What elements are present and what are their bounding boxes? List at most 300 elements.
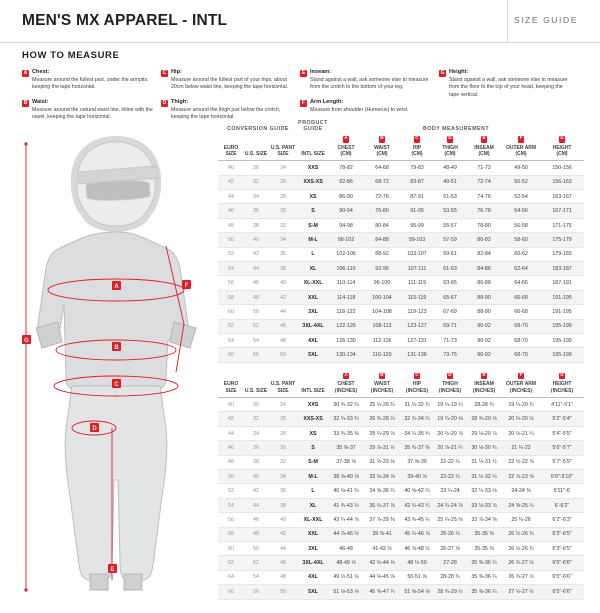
table-cell: 87-91 — [400, 190, 434, 204]
table-cell: 95-99 — [400, 218, 434, 232]
svg-text:C: C — [114, 381, 119, 388]
table-cell: 30 — [268, 204, 298, 218]
table-cell: 88-92 — [364, 247, 400, 261]
table-cell: 30 ⅛-30 ¾ — [466, 441, 502, 455]
table-cell: 59-61 — [434, 247, 466, 261]
table-cell: 45 ¼-46 ⅞ — [400, 527, 434, 541]
measure-label-chest: Chest: — [32, 69, 50, 75]
table-cell: 46 — [268, 556, 298, 570]
size-chart-table — [218, 120, 584, 600]
table-cell: 49-50 — [502, 161, 540, 175]
table-cell: 25 ¼-25 ⅝ — [434, 513, 466, 527]
table-cell: 33 ¾-35 ⅜ — [328, 426, 364, 440]
table-cell: 92-96 — [364, 262, 400, 276]
table-cell: 52 — [218, 247, 244, 261]
measure-label-arm-length: Arm Length: — [310, 98, 344, 105]
table-cell: 48-49 — [434, 161, 466, 175]
table-cell: 32 ¾-34 ¼ — [400, 412, 434, 426]
table-cell: 78-80 — [466, 218, 502, 232]
table-cell: M-L — [298, 233, 328, 247]
table-cell: 44 ⅞-46 ½ — [328, 527, 364, 541]
table-cell: 116-120 — [364, 348, 400, 362]
measure-item-hip — [161, 69, 292, 92]
table-cell: 69-71 — [434, 319, 466, 333]
table-cell: 26 ¾-27 ½ — [502, 556, 540, 570]
table-row — [218, 527, 584, 541]
measure-item-height — [439, 69, 570, 99]
group-conversion: CONVERSION GUIDE — [227, 126, 289, 132]
table-cell: 90-92 — [466, 319, 502, 333]
measure-label-waist: Waist: — [32, 98, 49, 105]
table-cell: 103-107 — [400, 247, 434, 261]
table-cell: 22-23 ¼ — [434, 470, 466, 484]
table-cell: 68-70 — [502, 319, 540, 333]
table-cell: 54 — [218, 262, 244, 276]
table-row — [218, 190, 584, 204]
badge-g-icon: G — [560, 372, 564, 378]
table-cell: XL — [298, 262, 328, 276]
table-cell: 88-90 — [466, 305, 502, 319]
table-cell: 35-35 ⅜ — [466, 542, 502, 556]
table-cell: 82-86 — [328, 175, 364, 189]
table-cell: 41-42 ½ — [364, 542, 400, 556]
table-cell: 52-54 — [502, 190, 540, 204]
badge-f: F — [301, 99, 306, 106]
table-cell: 195-199 — [540, 348, 584, 362]
table-cell: 33 ⅛-33 ⅞ — [466, 498, 502, 512]
table-cell: 102-106 — [328, 247, 364, 261]
how-to-measure-section — [22, 50, 578, 128]
table-cell: 50 — [268, 348, 298, 362]
table-row — [218, 175, 584, 189]
table-row — [218, 513, 584, 527]
table-cell: 44 — [268, 305, 298, 319]
measure-label-hip: Hip: — [171, 69, 182, 75]
table-cell: 27-28 — [434, 556, 466, 570]
group-product: PRODUCT GUIDE — [298, 120, 328, 132]
table-cell: M-L — [298, 470, 328, 484]
measure-item-arm-length — [300, 99, 431, 114]
table-cell: 42 — [218, 175, 244, 189]
table-cell: 20 ⅞-21 ¼ — [434, 441, 466, 455]
table-cell: 31 ¼-32 ¾ — [400, 398, 434, 412]
table-cell: 179-183 — [540, 247, 584, 261]
table-cell: 40 ⅛-41 ¾ — [328, 484, 364, 498]
table-cell: 25 ¼-26 — [502, 513, 540, 527]
table-cell: 62-64 — [502, 262, 540, 276]
table-cell: 23 ¼-24 — [434, 484, 466, 498]
table-cell: 73-75 — [434, 348, 466, 362]
table-row — [218, 218, 584, 232]
table-cell: 99-103 — [400, 233, 434, 247]
table-row — [218, 398, 584, 412]
table-row — [218, 305, 584, 319]
table-cell: 6'3"-6'5" — [540, 542, 584, 556]
table-cell: 34 — [244, 426, 268, 440]
table-cell: 54 — [218, 498, 244, 512]
table-cell: 29 ⅛-29 ⅞ — [466, 426, 502, 440]
table-cell: 56 — [244, 585, 268, 599]
table-cell: 112-116 — [364, 334, 400, 348]
table-cell: 191-195 — [540, 290, 584, 304]
table-cell: 44 — [218, 426, 244, 440]
size-table — [218, 120, 584, 600]
table-cell: 5'7"-5'9" — [540, 455, 584, 469]
measure-text-inseam: Stand against a wall, ask someone else to measure from the crotch to the bottom of your leg. — [310, 77, 429, 91]
col-inseam-cm: E INSEAM (CM) — [474, 136, 494, 157]
table-spacer — [218, 362, 584, 372]
table-cell: 56 — [244, 348, 268, 362]
table-cell: 40 — [268, 513, 298, 527]
measure-label-thigh: Thigh: — [171, 98, 189, 105]
table-cell: 42 — [244, 247, 268, 261]
table-cell: 66-68 — [502, 305, 540, 319]
table-cell: 40 — [244, 233, 268, 247]
table-cell: 72-74 — [466, 175, 502, 189]
table-cell: 32 — [268, 218, 298, 232]
table-cell: 48 — [244, 527, 268, 541]
col-outer-arm-in: F OUTER ARM (INCHES) — [505, 372, 537, 394]
table-cell: 156-163 — [540, 175, 584, 189]
table-cell: 44 — [244, 498, 268, 512]
table-cell: 61-63 — [434, 262, 466, 276]
table-cell: 34 ⅝-36 ¼ — [364, 484, 400, 498]
table-cell: 55-57 — [434, 218, 466, 232]
table-row — [218, 570, 584, 584]
measure-text-waist: Measure around the natural waist line, inline with the navel, keeping the tape horizontal. — [32, 106, 153, 121]
table-cell: 111-115 — [400, 276, 434, 290]
table-cell: 43 ¼-44 ⅞ — [328, 513, 364, 527]
table-cell: XXS-XS — [298, 412, 328, 426]
table-cell: 42 — [218, 412, 244, 426]
table-cell: 48-49 ½ — [328, 556, 364, 570]
table-cell: 43 ¾-45 ¼ — [400, 513, 434, 527]
col-thigh-in: D THIGH (INCHES) — [438, 372, 462, 394]
table-cell: 26 — [268, 175, 298, 189]
col-outer-arm-cm: F OUTER ARM (CM) — [505, 136, 537, 157]
col-hip-in: C HIP (INCHES) — [405, 372, 429, 394]
table-cell: 90-92 — [466, 348, 502, 362]
table-cell: 3XL — [298, 542, 328, 556]
svg-text:E: E — [110, 566, 115, 573]
table-cell: XXS-XS — [298, 175, 328, 189]
table-row — [218, 498, 584, 512]
badge-d-icon: D — [448, 136, 452, 141]
table-cell: 64 — [218, 570, 244, 584]
group-header-row — [218, 120, 584, 135]
col-intl-size-cm: INTL SIZE — [301, 150, 325, 157]
table-cell: XS — [298, 190, 328, 204]
table-cell: 90-92 — [466, 334, 502, 348]
table-cell: 32 — [244, 175, 268, 189]
table-cell: 34 — [268, 233, 298, 247]
table-cell: 28 — [268, 190, 298, 204]
badge-f-icon: F — [519, 372, 523, 378]
table-row — [218, 556, 584, 570]
badge-d: D — [162, 99, 167, 106]
table-cell: 86-90 — [328, 190, 364, 204]
table-cell: 78-82 — [328, 161, 364, 175]
table-cell: 46 — [268, 319, 298, 333]
table-cell: 33 ⅛-34 ⅝ — [364, 470, 400, 484]
table-body-cm — [218, 161, 584, 362]
table-cell: 32 ¼-33 ¾ — [328, 412, 364, 426]
table-cell: 60 — [218, 542, 244, 556]
table-row — [218, 334, 584, 348]
badge-a: A — [23, 70, 28, 76]
table-cell: 79-83 — [400, 161, 434, 175]
table-head-in — [218, 362, 584, 398]
table-cell: 50 — [218, 470, 244, 484]
table-cell: 36 — [244, 204, 268, 218]
table-cell: 5'4"-5'5" — [540, 426, 584, 440]
table-cell: 195-199 — [540, 319, 584, 333]
table-cell: 56-58 — [502, 218, 540, 232]
table-cell: 54-56 — [502, 204, 540, 218]
table-cell: 76-78 — [466, 204, 502, 218]
table-cell: XL-XXL — [298, 276, 328, 290]
table-cell: 35-35 ⅜ — [466, 527, 502, 541]
table-cell: 71-73 — [434, 334, 466, 348]
table-cell: 42 — [268, 290, 298, 304]
table-cell: 54 — [244, 334, 268, 348]
table-cell: 5XL — [298, 585, 328, 599]
table-cell: 26 ½-26 ¾ — [502, 542, 540, 556]
table-cell: 130-134 — [328, 348, 364, 362]
table-cell: 3XL-4XL — [298, 319, 328, 333]
table-cell: 29 ⅞-31 ½ — [364, 441, 400, 455]
col-intl-size-in: INTL SIZE — [301, 387, 325, 394]
table-row — [218, 426, 584, 440]
table-cell: 34 — [244, 190, 268, 204]
table-cell: XXS — [298, 398, 328, 412]
table-cell: 28 ¾-29 ½ — [434, 585, 466, 599]
table-cell: 86-88 — [466, 276, 502, 290]
table-cell: 48 — [244, 290, 268, 304]
how-to-measure-heading: HOW TO MEASURE — [22, 50, 120, 61]
table-cell: 50 — [268, 585, 298, 599]
table-cell: 22 ½-22 ⅞ — [502, 455, 540, 469]
table-cell: 72-76 — [364, 190, 400, 204]
table-cell: 80-84 — [364, 218, 400, 232]
col-waist-in: B WAIST (INCHES) — [370, 372, 394, 394]
table-cell: XXL — [298, 527, 328, 541]
table-cell: 66 — [218, 585, 244, 599]
table-cell: 38 — [244, 218, 268, 232]
page-title: MEN'S MX APPAREL - INTL — [22, 12, 228, 29]
page-header — [0, 0, 600, 43]
table-cell: 50-52 — [502, 175, 540, 189]
table-cell: 24-24 ⅜ — [502, 484, 540, 498]
table-cell: 22-22 ¼ — [434, 455, 466, 469]
table-cell: 6'5"-6'6" — [540, 585, 584, 599]
table-cell: 19 ¼-20 ¾ — [502, 398, 540, 412]
table-cell: 63-65 — [434, 276, 466, 290]
table-cell: 51 ⅝-54 ⅛ — [400, 585, 434, 599]
table-cell: 38 — [268, 262, 298, 276]
table-cell: 5'11"-6' — [540, 484, 584, 498]
table-cell: 84-86 — [466, 262, 502, 276]
table-cell: 42 ¼-43 ¾ — [400, 498, 434, 512]
table-cell: 46 — [244, 276, 268, 290]
table-cell: 26-27 ⅛ — [434, 542, 466, 556]
table-cell: 42 ½-44 ⅛ — [364, 556, 400, 570]
table-cell: 53-55 — [434, 204, 466, 218]
table-cell: 37 ⅞-39 ⅜ — [364, 513, 400, 527]
table-cell: 4XL — [298, 570, 328, 584]
table-cell: S-M — [298, 218, 328, 232]
table-cell: XL — [298, 498, 328, 512]
table-cell: 187-191 — [540, 276, 584, 290]
table-cell: XXL — [298, 290, 328, 304]
table-row — [218, 412, 584, 426]
table-cell: 37-38 ⅝ — [328, 455, 364, 469]
table-cell: 80-82 — [466, 233, 502, 247]
table-cell: 26 ¾-28 ¼ — [364, 412, 400, 426]
table-cell: 34 — [268, 470, 298, 484]
table-cell: 19 ¼-19 ¼ — [434, 398, 466, 412]
col-us-pant-size-cm: U.S. PANT SIZE — [270, 144, 296, 157]
badge-e: E — [301, 70, 306, 76]
table-cell: 52 — [218, 484, 244, 498]
table-cell: 65-67 — [434, 290, 466, 304]
table-cell: 6'3"-6'5" — [540, 527, 584, 541]
table-cell: 34 ¼-35 ¾ — [400, 426, 434, 440]
table-cell: 24 — [268, 161, 298, 175]
table-cell: 100-104 — [364, 290, 400, 304]
table-cell: 31 ½-33 ⅛ — [364, 455, 400, 469]
table-cell: 64-68 — [364, 161, 400, 175]
table-cell: 38 — [268, 498, 298, 512]
table-cell: 32 — [244, 412, 268, 426]
svg-text:D: D — [92, 425, 97, 432]
col-height-in: G HEIGHT (INCHES) — [550, 372, 574, 394]
svg-text:G: G — [24, 337, 29, 344]
table-cell: 49-51 — [434, 175, 466, 189]
table-cell: 4XL — [298, 334, 328, 348]
table-cell: 40 — [244, 470, 268, 484]
table-cell: 50 — [218, 233, 244, 247]
table-cell: 108-112 — [364, 319, 400, 333]
table-cell: 37 ⅜-39 — [400, 455, 434, 469]
table-cell: 64 — [218, 334, 244, 348]
table-cell: 32 — [268, 455, 298, 469]
table-cell: 50 — [244, 305, 268, 319]
badge-b-icon: B — [380, 372, 384, 378]
measure-label-inseam: Inseam: — [310, 69, 332, 75]
table-cell: 68-70 — [502, 348, 540, 362]
table-body-in — [218, 398, 584, 599]
table-cell: 68-70 — [502, 334, 540, 348]
badge-d-icon: D — [448, 372, 452, 378]
table-cell: 35 ⅜-36 ¼ — [466, 585, 502, 599]
col-euro-size-cm: EURO SIZE — [223, 144, 239, 157]
table-cell: 46 — [244, 513, 268, 527]
measure-item-inseam — [300, 69, 431, 92]
col-chest-in: A CHEST (INCHES) — [334, 372, 358, 394]
table-cell: 171-175 — [540, 218, 584, 232]
table-cell: L — [298, 247, 328, 261]
table-cell: 58 — [218, 527, 244, 541]
table-cell: 36 — [244, 441, 268, 455]
badge-c-icon: C — [415, 136, 419, 141]
table-cell: 31 ¼-31 ½ — [466, 455, 502, 469]
table-cell: 67-69 — [434, 305, 466, 319]
table-cell: 5XL — [298, 348, 328, 362]
table-cell: 91-95 — [400, 204, 434, 218]
table-cell: 83-87 — [400, 175, 434, 189]
table-cell: 45 ⅝-47 ¼ — [364, 585, 400, 599]
table-cell: 126-130 — [328, 334, 364, 348]
table-cell: 62 — [218, 319, 244, 333]
table-cell: 30 ¾-32 ¼ — [328, 398, 364, 412]
table-cell: 35 ⅜-36 ¼ — [466, 570, 502, 584]
table-cell: 115-119 — [400, 290, 434, 304]
table-cell: 64-66 — [502, 276, 540, 290]
table-cell: 118-122 — [328, 305, 364, 319]
table-cell: 51-53 — [434, 190, 466, 204]
table-cell: 46 ⅞-48 ½ — [400, 542, 434, 556]
table-cell: 66 — [218, 348, 244, 362]
svg-text:B: B — [114, 344, 119, 351]
table-cell: 36 — [268, 247, 298, 261]
table-row — [218, 348, 584, 362]
table-cell: 60-62 — [502, 247, 540, 261]
badge-c-icon: C — [415, 372, 419, 378]
table-cell: 33 ⅞-34 ⅝ — [466, 513, 502, 527]
table-cell: 6'2"-6'3" — [540, 513, 584, 527]
column-header-row-cm — [218, 135, 584, 160]
table-cell: 36 — [268, 484, 298, 498]
badge-e-icon: E — [482, 372, 486, 378]
table-cell: 52 — [244, 556, 268, 570]
table-cell: 38 — [244, 455, 268, 469]
table-cell: 62 — [218, 556, 244, 570]
table-cell: 44 — [268, 542, 298, 556]
table-cell: 123-127 — [400, 319, 434, 333]
table-row — [218, 233, 584, 247]
table-cell: 183-187 — [540, 262, 584, 276]
table-cell: 51 ⅛-53 ⅛ — [328, 585, 364, 599]
measure-text-height: Stand against a wall, ask someone else to measure from the floor to the top of your head, keeping the tape vertical. — [449, 77, 568, 98]
table-cell: XXS — [298, 161, 328, 175]
col-inseam-in: E INSEAM (INCHES) — [472, 372, 496, 394]
measure-label-height: Height: — [449, 69, 469, 75]
table-cell: 22 ⅞-23 ⅝ — [502, 470, 540, 484]
table-row — [218, 247, 584, 261]
table-cell: 46 — [218, 204, 244, 218]
table-cell: 20 ¼-20 ½ — [502, 412, 540, 426]
table-cell: 24 ¼-24 ⅞ — [434, 498, 466, 512]
col-us-pant-size-in: U.S. PANT SIZE — [270, 381, 296, 394]
badge-f-icon: F — [519, 136, 523, 141]
table-cell: 50-51 ⅝ — [400, 570, 434, 584]
table-cell: 3XL — [298, 305, 328, 319]
measure-column-1 — [22, 69, 161, 128]
svg-text:A: A — [114, 283, 119, 290]
svg-text:F: F — [184, 282, 189, 289]
table-cell: 114-118 — [328, 290, 364, 304]
table-cell: XL-XXL — [298, 513, 328, 527]
col-waist-cm: B WAIST (CM) — [374, 136, 390, 157]
table-cell: 48 ½-50 — [400, 556, 434, 570]
table-row — [218, 542, 584, 556]
table-cell: 30 — [244, 398, 268, 412]
table-cell: 28 ¾-29 ⅛ — [466, 412, 502, 426]
table-cell: 74-76 — [466, 190, 502, 204]
table-cell: 40 — [218, 398, 244, 412]
table-row — [218, 204, 584, 218]
